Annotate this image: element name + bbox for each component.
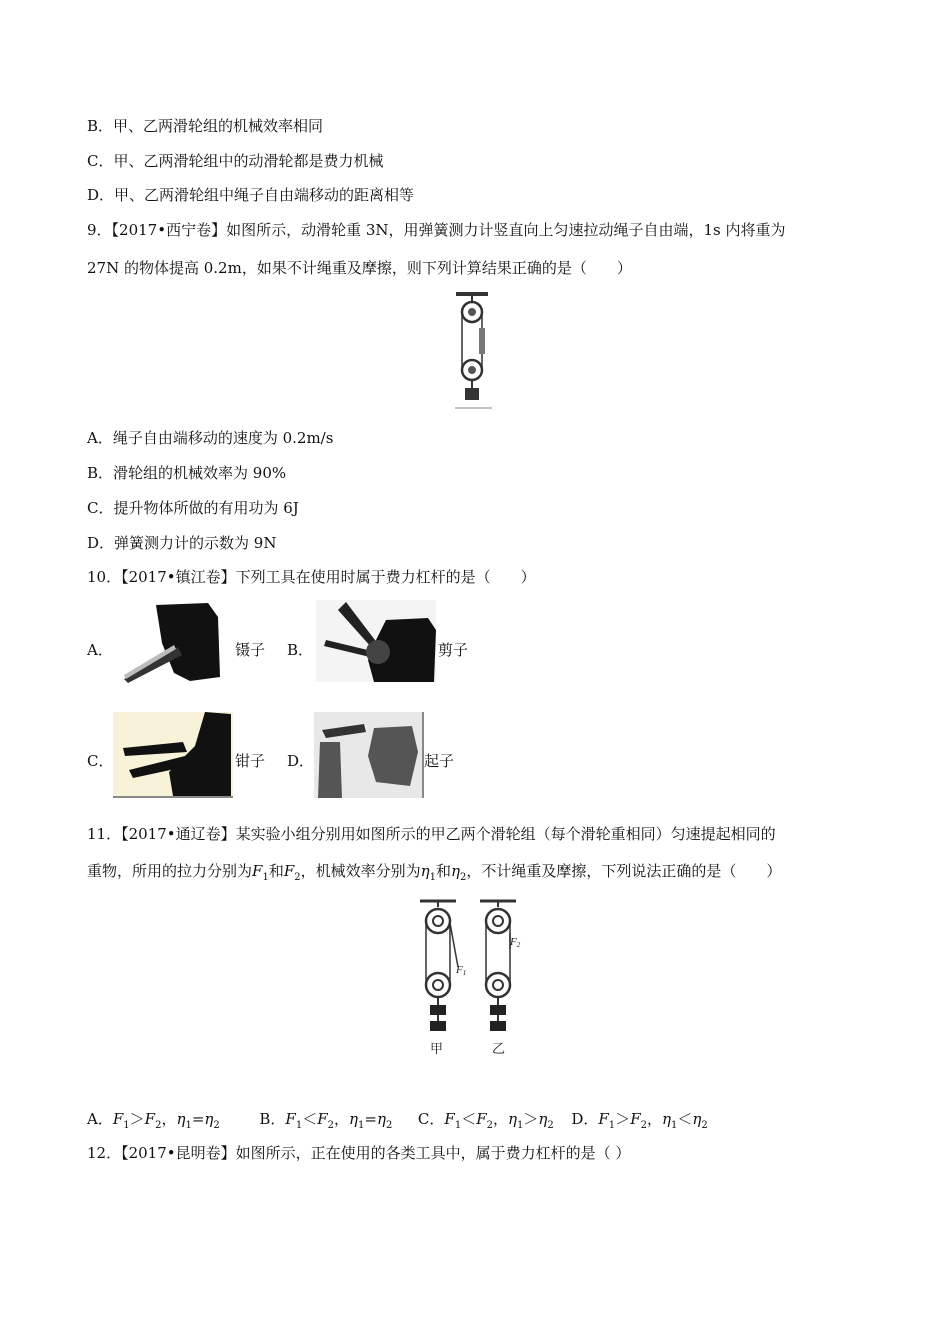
q8-option-d: D．甲、乙两滑轮组中绳子自由端移动的距离相等 <box>87 186 415 204</box>
q8-option-b: B．甲、乙两滑轮组的机械效率相同 <box>87 117 324 135</box>
q10-d-label: 起子 <box>424 752 455 770</box>
q10-bottle-opener-image <box>314 712 424 798</box>
q9-stem-line2: 27N 的物体提高 0.2m，如果不计绳重及摩擦，则下列计算结果正确的是（ ） <box>87 259 632 277</box>
q9-stem-line1: 9．【2017•西宁卷】如图所示，动滑轮重 3N，用弹簧测力计竖直向上匀速拉动绳子自由端，1s 内将重为 <box>87 221 786 239</box>
q10-stem: 10．【2017•镇江卷】下列工具在使用时属于费力杠杆的是（ ） <box>87 568 536 586</box>
q11-option-d: D．$F_1>F_2$，$\eta_1<\eta_2$ <box>571 1110 708 1131</box>
q9-option-b: B．滑轮组的机械效率为 90% <box>87 464 287 482</box>
q9-pulley-figure <box>452 290 494 412</box>
q11-fig-f1-label: F1 <box>456 964 467 977</box>
q11-stem-line2: 重物，所用的拉力分别为$F_1$和$F_2$，机械效率分别为$\eta_1$和$\eta_2$，不计绳重及摩擦，下列说法正确的是（ ） <box>87 862 782 883</box>
q10-d-letter: D． <box>287 752 315 770</box>
q9-option-c: C．提升物体所做的有用功为 6J <box>87 499 299 517</box>
q10-c-letter: C． <box>87 752 114 770</box>
q10-pliers-image <box>113 712 233 798</box>
q11-option-a: A．$F_1>F_2$，$\eta_1=\eta_2$ <box>87 1110 220 1131</box>
q9-option-a: A．绳子自由端移动的速度为 0.2m/s <box>87 429 334 447</box>
q10-b-label: 剪子 <box>438 641 469 659</box>
q10-a-letter: A． <box>87 641 113 659</box>
q11-option-c: C．$F_1<F_2$，$\eta_1>\eta_2$ <box>417 1110 554 1131</box>
q12-stem: 12．【2017•昆明卷】如图所示，正在使用的各类工具中，属于费力杠杆的是（ ） <box>87 1144 631 1162</box>
q10-c-label: 钳子 <box>235 752 266 770</box>
q11-stem-line1: 11．【2017•通辽卷】某实验小组分别用如图所示的甲乙两个滑轮组（每个滑轮重相同）匀速提起相同的 <box>87 825 776 843</box>
q10-a-label: 镊子 <box>235 641 266 659</box>
q10-tweezers-image <box>116 603 232 683</box>
q11-fig-label-yi: 乙 <box>492 1041 506 1056</box>
q11-fig-f2-label: F2 <box>510 936 521 949</box>
q10-b-letter: B． <box>287 641 314 659</box>
q11-fig-label-jia: 甲 <box>430 1041 444 1056</box>
q10-scissors-image <box>316 600 436 682</box>
q9-option-d: D．弹簧测力计的示数为 9N <box>87 534 277 552</box>
q11-options-row <box>87 1109 708 1136</box>
q8-option-c: C．甲、乙两滑轮组中的动滑轮都是费力机械 <box>87 152 384 170</box>
q11-pulley-figure <box>412 893 540 1069</box>
q11-option-b: B．$F_1<F_2$，$\eta_1=\eta_2$ <box>259 1110 393 1131</box>
